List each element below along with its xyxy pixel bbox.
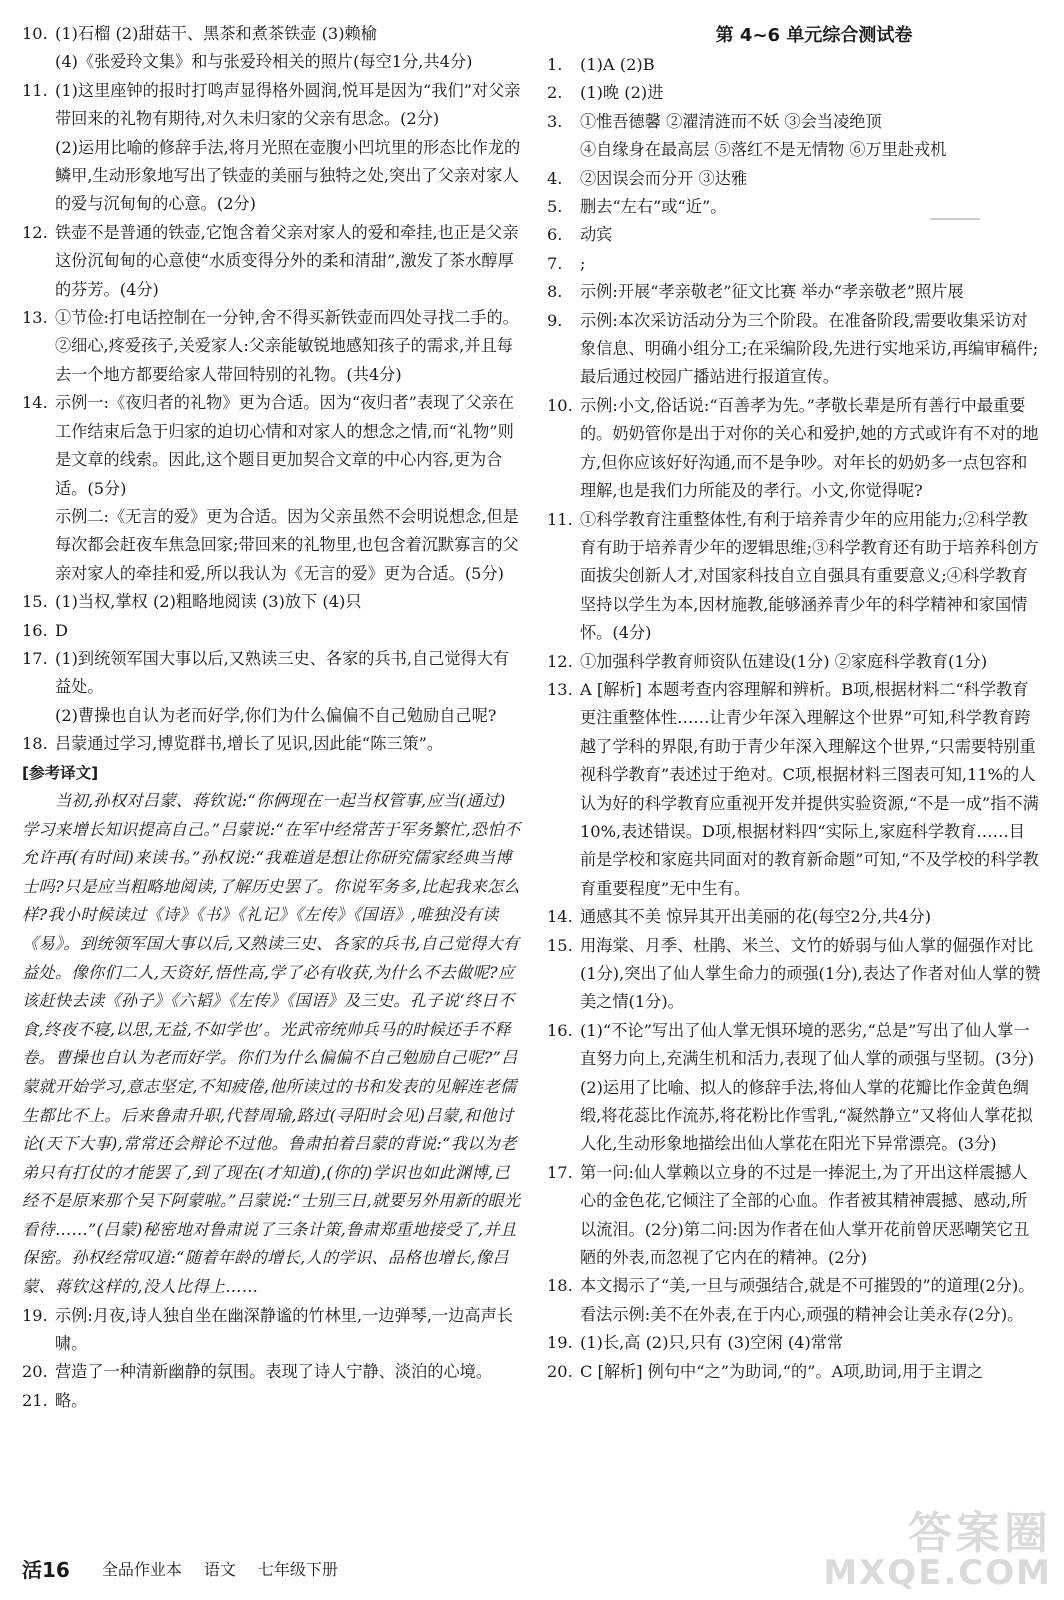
answer-subitem: (4)《张爱玲文集》和与张爱玲相关的照片(每空1分,共4分) (55, 52, 473, 72)
answer-number: 17. (547, 1162, 573, 1182)
answer-number: 20. (547, 1361, 573, 1381)
watermark (823, 1508, 1052, 1593)
answer-item (547, 1272, 1041, 1329)
answer-item (22, 219, 522, 304)
answer-item (547, 392, 1041, 506)
answer-item (547, 278, 1041, 306)
answer-subitem: (2)运用了比喻、拟人的修辞手法,将仙人掌的花瓣比作金黄色绸缎,将花蕊比作流苏,将花粉比作雪乳,“凝然静立”又将仙人掌花拟人化,生动形象地描绘出仙人掌花在阳光下异常漂亮。(3分) (580, 1077, 1033, 1154)
answer-item (22, 730, 522, 758)
watermark-url: MXQE.COM (823, 1553, 1052, 1593)
answer-subitem: (2)曹操也自认为老而好学,你们为什么偏偏不自己勉励自己呢? (55, 705, 497, 725)
answer-text: (1)A (2)B (580, 55, 655, 74)
reference-translation-title: [参考译文] (22, 763, 99, 782)
book-title: 全品作业本 (101, 1559, 182, 1579)
answer-text: D (55, 620, 68, 640)
answer-item (22, 1302, 522, 1359)
answer-number: 18. (547, 1276, 573, 1296)
answer-number: 15. (547, 935, 573, 955)
answer-text: 示例:小文,俗话说:“百善孝为先。”孝敬长辈是所有善行中最重要的。奶奶管你是出于对你的关心和爱护,她的方式或许有不对的地方,但你应该好好沟通,而不是争吵。对年长的奶奶多一点包容和理解,也是我们力所能及的孝行。小文,你觉得呢? (580, 395, 1039, 501)
answer-item (547, 108, 1041, 136)
answer-number: 3. (547, 111, 563, 131)
answer-item (22, 20, 522, 48)
answer-text: 示例:月夜,诗人独自坐在幽深静谧的竹林里,一边弹琴,一边高声长啸。 (55, 1305, 513, 1354)
answer-text: (1)当权,掌权 (2)粗略地阅读 (3)放下 (4)只 (55, 592, 362, 612)
answer-text: ①节俭:打电话控制在一分钟,舍不得买新铁壶而四处寻找二手的。②细心,疼爱孩子,关爱家人:父亲能敏锐地感知孩子的需求,并且每去一个地方都要给家人带回特别的礼物。(共4分) (55, 308, 519, 384)
answer-item (547, 648, 1041, 676)
answer-text: 示例:本次采访活动分为三个阶段。在准备阶段,需要收集采访对象信息、明确小组分工;在采编阶段,先进行实地采访,再编审稿件;最后通过校园广播站进行报道宣传。 (580, 310, 1039, 387)
answer-text: (1)这里座钟的报时打鸣声显得格外圆润,悦耳是因为“我们”对父亲带回来的礼物有期待,对久未归家的父亲有思念。(2分) (55, 80, 521, 129)
answer-number: 17. (22, 648, 48, 668)
answer-subitem: ④自缘身在最高层 ⑤落红不是无情物 ⑥万里赴戎机 (580, 140, 947, 160)
answer-item (22, 389, 522, 503)
answer-text: (1)晚 (2)进 (580, 83, 664, 103)
answer-number: 7. (547, 253, 563, 273)
answer-item (547, 903, 1041, 931)
answer-number: 12. (547, 651, 573, 671)
answer-item (547, 1358, 1041, 1386)
answer-number: 14. (22, 393, 48, 413)
answer-item (547, 165, 1041, 193)
scan-mark (930, 218, 980, 220)
answer-item (22, 77, 522, 134)
answer-item (547, 506, 1041, 648)
answer-text: (1)长,高 (2)只,只有 (3)空闲 (4)常常 (580, 1333, 844, 1353)
page-footer (22, 1550, 338, 1586)
answer-item (547, 1017, 1041, 1074)
answer-text: 第一问:仙人掌赖以立身的不过是一捧泥土,为了开出这样震撼人心的金色花,它倾注了全部的心血。作者被其精神震撼、感动,所以流泪。(2分)第二问:因为作者在仙人掌开花前曾厌恶嘲笑它丑陋的外表,而忽视了它内在的精神。(2分) (580, 1162, 1030, 1268)
grade-label: 七年级下册 (257, 1559, 338, 1579)
answer-number: 11. (22, 80, 48, 100)
answer-text: (1)到统领军国大事以后,又熟读三史、各家的兵书,自己觉得大有益处。 (55, 648, 510, 697)
answer-text: ①加强科学教育师资队伍建设(1分) ②家庭科学教育(1分) (580, 651, 988, 671)
answer-text: 吕蒙通过学习,博览群书,增长了见识,因此能“陈三策”。 (55, 734, 444, 754)
reference-translation-text: 当初,孙权对吕蒙、蒋钦说:“你俩现在一起当权管事,应当(通过)学习来增长知识提高自己。”吕蒙说:“在军中经常苦于军务繁忙,恐怕不允许再(有时间)来读书。”孙权说:“我难道是想让你研究儒家经典当博士吗?只是应当粗略地阅读,了解历史罢了。你说军务多,比起我来怎么样?我小时候读过《诗》《书》《礼记》《左传》《国语》,唯独没有读《易》。到统领军国大事以后,又熟读三史、各家的兵书,自己觉得大有益处。像你们二人,天资好,悟性高,学了必有收获,为什么不去做呢?应该赶快去读《孙子》《六韬》《左传》《国语》及三史。孔子说‘终日不食,终夜不寝,以思,无益,不如学也’。光武帝统帅兵马的时候还手不释卷。曹操也自认为老而好学。你们为什么偏偏不自己勉励自己呢?”吕蒙就开始学习,意志坚定,不知疲倦,他所读过的书和发表的见解连老儒生都比不上。后来鲁肃升职,代替周瑜,路过(寻阳时会见)吕蒙,和他讨论(天下大事),常常还会辩论不过他。鲁肃拍着吕蒙的背说:“我以为老弟只有打仗的才能罢了,到了现在(才知道),(你的)学识也如此渊博,已经不是原来那个吴下阿蒙啦。”吕蒙说:“士别三日,就要另外用新的眼光看待……”(吕蒙)秘密地对鲁肃说了三条计策,鲁肃郑重地接受了,并且保密。孙权经常叹道:“随着年龄的增长,人的学识、品格也增长,像吕蒙、蒋钦这样的,没人比得上…… (22, 790, 521, 1297)
answer-number: 20. (22, 1362, 48, 1382)
answer-item (547, 1329, 1041, 1357)
subject-label: 语文 (203, 1559, 236, 1579)
answer-number: 5. (547, 197, 563, 217)
answer-item (547, 79, 1041, 107)
answer-number: 13. (22, 308, 48, 328)
answer-text: C [解析] 例句中“之”为助词,“的”。A项,助词,用于主谓之 (580, 1361, 984, 1381)
answer-item (22, 1387, 522, 1415)
answer-number: 9. (547, 310, 563, 330)
answer-number: 21. (22, 1390, 48, 1410)
answer-item (547, 307, 1041, 392)
answer-number: 19. (22, 1305, 48, 1325)
answer-number: 2. (547, 83, 563, 103)
answer-number: 1. (547, 55, 563, 74)
answer-text: 略。 (55, 1390, 88, 1410)
answer-subitem: (2)运用比喻的修辞手法,将月光照在壶腹小凹坑里的形态比作龙的鳞甲,生动形象地写出了铁壶的美丽与独特之处,突出了父亲对家人的爱与沉甸甸的心意。(2分) (55, 137, 521, 214)
answer-text: ②因误会而分开 ③达雅 (580, 168, 748, 188)
watermark-text: 答案圈 (908, 1508, 1052, 1559)
answer-number: 12. (22, 222, 48, 242)
answer-number: 16. (547, 1020, 573, 1040)
answer-item (22, 588, 522, 616)
answer-number: 10. (22, 24, 48, 43)
answer-text: (1)石榴 (2)甜菇干、黑茶和煮茶铁壶 (3)赖榆 (55, 24, 377, 43)
answer-item (547, 51, 1041, 79)
answer-number: 15. (22, 592, 48, 612)
answer-number: 6. (547, 225, 563, 245)
answer-item (547, 221, 1041, 249)
answer-subitem: 示例二:《无言的爱》更为合适。因为父亲虽然不会明说想念,但是每次都会赶夜车焦急回家;带回来的礼物里,也包含着沉默寡言的父亲对家人的牵挂和爱,所以我认为《无言的爱》更为合适。(5分) (55, 506, 519, 583)
right-column (547, 22, 1041, 1386)
answer-number: 13. (547, 679, 573, 699)
answer-item (22, 304, 522, 389)
answer-item (547, 932, 1041, 1017)
answer-text: 删去“左右”或“近”。 (580, 197, 727, 217)
answer-number: 14. (547, 907, 573, 927)
answer-text: 用海棠、月季、杜鹃、米兰、文竹的娇弱与仙人掌的倔强作对比(1分),突出了仙人掌生命力的顽强(1分),表达了作者对仙人掌的赞美之情(1分)。 (580, 935, 1041, 1012)
answer-text: A [解析] 本题考查内容理解和辨析。B项,根据材料二“科学教育更注重整体性……让青少年深入理解这个世界”可知,科学教育跨越了学科的界限,有助于青少年深入理解这个世界,“只需要特别重视科学教育”表述过于绝对。C项,根据材料三图表可知,11%的人认为好的科学教育应重视开发并提供实验资源,“不是一成”指不满10%,表述错误。D项,根据材料四“实际上,家庭科学教育……目前是学校和家庭共同面对的教育新命题”可知,“不及学校的科学教育重要程度”无中生有。 (580, 679, 1039, 898)
answer-number: 18. (22, 734, 48, 754)
left-column (22, 20, 522, 1415)
answer-number: 11. (547, 509, 573, 529)
answer-text: 本文揭示了“美,一旦与顽强结合,就是不可摧毁的”的道理(2分)。看法示例:美不在外表,在于内心,顽强的精神会让美永存(2分)。 (580, 1276, 1035, 1324)
answer-item (22, 1358, 522, 1386)
answer-item (547, 1159, 1041, 1273)
answer-item (547, 676, 1041, 903)
answer-text: (1)“不论”写出了仙人掌无惧环境的恶劣,“总是”写出了仙人掌一直努力向上,充满生机和活力,表现了仙人掌的顽强与坚韧。(3分) (580, 1020, 1035, 1069)
left-answer-list-after (22, 1302, 522, 1416)
right-answer-list (547, 51, 1041, 1386)
answer-text: 动宾 (580, 225, 613, 245)
answer-number: 16. (22, 620, 48, 640)
answer-item (547, 250, 1041, 278)
answer-number: 19. (547, 1333, 573, 1353)
answer-text: ①惟吾德馨 ②濯清涟而不妖 ③会当凌绝顶 (580, 111, 882, 131)
answer-text: ①科学教育注重整体性,有利于培养青少年的应用能力;②科学教育有助于培养青少年的逻辑思维;③科学教育还有助于培养科创方面拔尖创新人才,对国家科技自立自强具有重要意义;④科学教育坚持以学生为本,因材施教,能够涵养青少年的科学精神和家国情怀。(4分) (580, 509, 1039, 643)
answer-text: 营造了一种清新幽静的氛围。表现了诗人宁静、淡泊的心境。 (55, 1362, 493, 1382)
answer-text: 通感其不美 惊异其开出美丽的花(每空2分,共4分) (580, 907, 932, 927)
page-number: 活16 (22, 1557, 70, 1582)
answer-number: 4. (547, 168, 563, 188)
answer-text: 示例一:《夜归者的礼物》更为合适。因为“夜归者”表现了父亲在工作结束后急于归家的迫切心情和对家人的想念之情,而“礼物”则是文章的线索。因此,这个题目更加契合文章的中心内容,更为合适。(5分) (55, 393, 515, 498)
answer-text: 铁壶不是普通的铁壶,它饱含着父亲对家人的爱和牵挂,也正是父亲这份沉甸甸的心意使“水质变得分外的柔和清甜”,激发了茶水醇厚的芬芳。(4分) (55, 222, 519, 299)
section-title: 第 4~6 单元综合测试卷 (715, 25, 913, 46)
answer-item (22, 645, 522, 702)
answer-number: 8. (547, 282, 563, 302)
answer-text: ; (580, 253, 586, 273)
answer-item (22, 617, 522, 645)
answer-number: 10. (547, 395, 573, 415)
answer-text: 示例:开展“孝亲敬老”征文比赛 举办“孝亲敬老”照片展 (580, 282, 964, 302)
left-answer-list (22, 20, 522, 759)
